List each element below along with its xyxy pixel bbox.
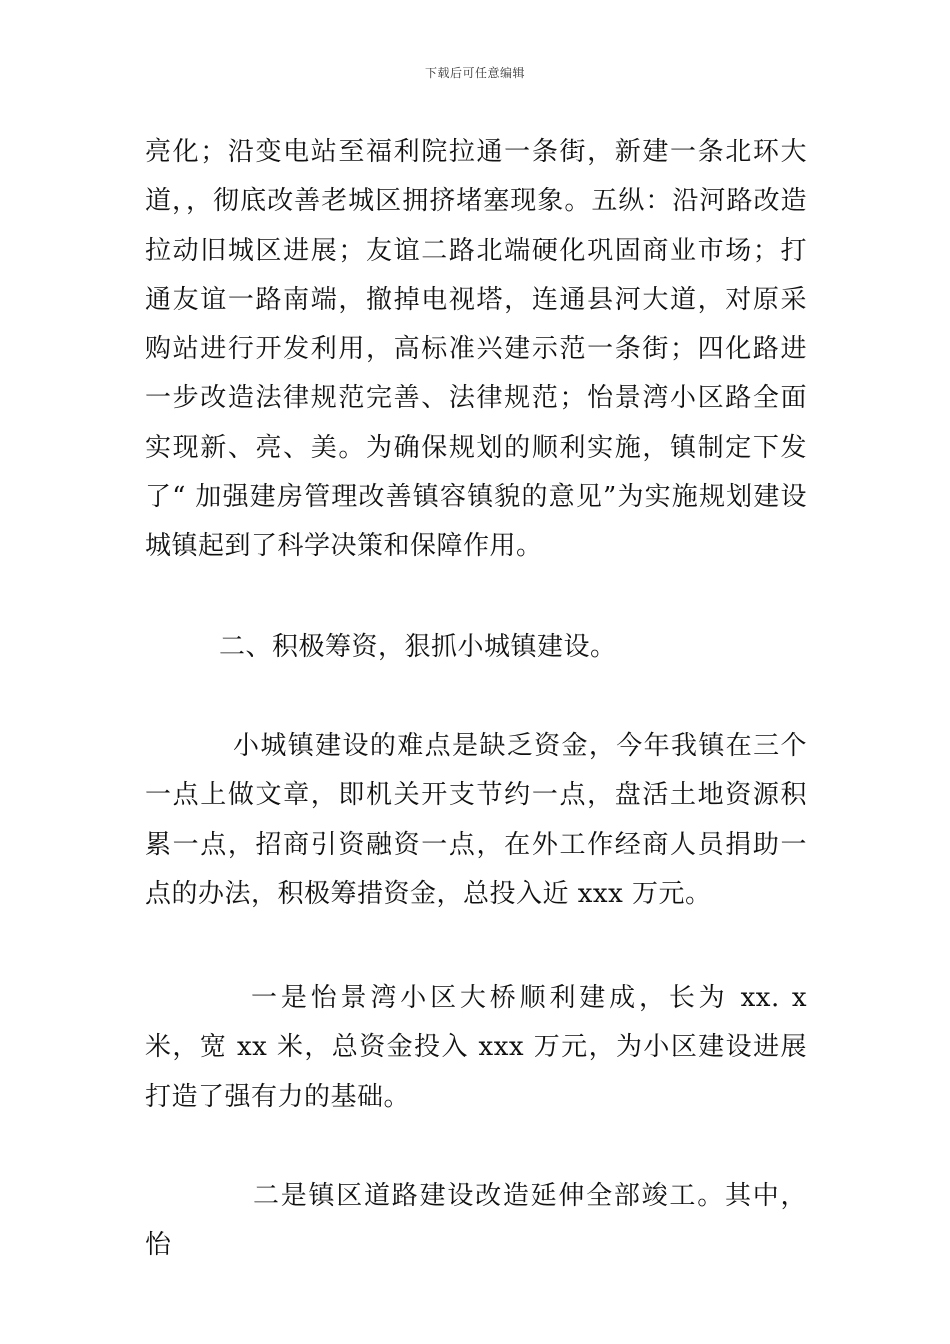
paragraph-roads: 二是镇区道路建设改造延伸全部竣工。其中，怡	[145, 1181, 807, 1261]
section-heading-fundraising: 二、积极筹资，狠抓小城镇建设。	[219, 632, 617, 662]
paragraph-bridge: 一是怡景湾小区大桥顺利建成，长为 xx. x 米，宽 xx 米，总资金投入 xxx 万元，为小区建设进展打造了强有力的基础。	[145, 983, 807, 1112]
paragraph-planning: 亮化；沿变电站至福利院拉通一条街，新建一条北环大道，，彻底改善老城区拥挤堵塞现象。五纵：沿河路改造拉动旧城区进展；友谊二路北端硬化巩固商业市场；打通友谊一路南端，撤掉电视塔，连通县河大道，对原采购站进行开发利用，高标准兴建示范一条街；四化路进一步改造法律规范完善、法律规范；怡景湾小区路全面实现新、亮、美。为确保规划的顺利实施，镇制定下发了“ 加强建房管理改善镇容镇貌的意见”为实施规划建设城镇起到了科学决策和保障作用。	[145, 137, 807, 562]
page-header-note: 下载后可任意编辑	[424, 66, 525, 80]
paragraph-funding: 小城镇建设的难点是缺乏资金，今年我镇在三个一点上做文章，即机关开支节约一点，盘活土地资源积累一点，招商引资融资一点，在外工作经商人员捐助一点的办法，积极筹措资金，总投入近 xxx 万元。	[145, 731, 807, 909]
